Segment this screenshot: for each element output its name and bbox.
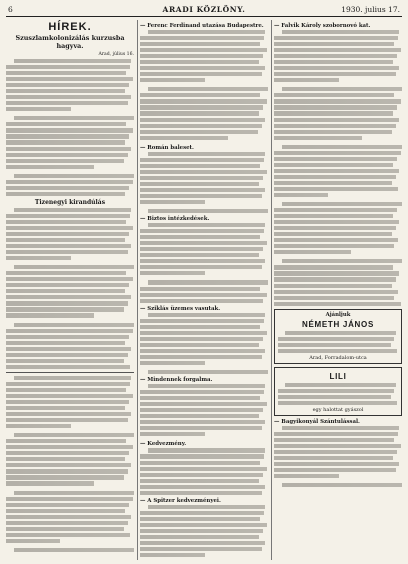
text-line: [140, 54, 263, 58]
page-number: 6: [8, 5, 13, 14]
text-line: [6, 406, 125, 410]
text-line: [6, 533, 130, 537]
text-line: [6, 424, 71, 428]
text-line: [6, 527, 124, 531]
text-line: [274, 151, 401, 155]
text-line: [140, 547, 262, 551]
text-line: [6, 220, 126, 224]
text-line: [140, 194, 262, 198]
text-line: [6, 353, 128, 357]
text-line: [6, 503, 129, 507]
text-line: [14, 433, 134, 437]
text-line: [274, 214, 393, 218]
text-line: [6, 497, 133, 501]
text-line: [148, 384, 266, 388]
text-line: [274, 468, 396, 472]
text-line: [6, 226, 133, 230]
text-line: [6, 289, 125, 293]
article-body: [140, 30, 268, 140]
text-line: [140, 271, 205, 275]
text-line: [6, 329, 133, 333]
text-line: [274, 444, 401, 448]
text-line: [278, 349, 397, 353]
text-line: [140, 48, 267, 52]
text-line: [274, 99, 401, 103]
text-line: [6, 463, 131, 467]
text-line: [140, 164, 260, 168]
text-line: [140, 408, 263, 412]
column-left: [6, 20, 134, 560]
text-line: [274, 169, 399, 173]
divider: [6, 372, 134, 373]
text-line: [14, 548, 134, 552]
article-dateline: Arad, július 16.: [98, 52, 134, 57]
text-line: [14, 265, 134, 269]
text-line: [274, 124, 396, 128]
text-line: [140, 479, 259, 483]
text-line: [6, 347, 131, 351]
article-body: [140, 223, 268, 303]
article-body: [274, 426, 402, 487]
text-line: [274, 157, 397, 161]
text-line: [140, 265, 262, 269]
text-line: [6, 71, 126, 75]
text-line: [140, 414, 259, 418]
death-notice-box: [274, 367, 402, 416]
text-line: [140, 158, 264, 162]
text-line: [274, 432, 398, 436]
text-line: [140, 473, 263, 477]
text-line: [140, 541, 265, 545]
text-line: [6, 271, 126, 275]
text-line: [274, 226, 396, 230]
ad-bottom-line: Arad, Forradalom-utca: [309, 354, 367, 361]
text-line: [148, 370, 268, 374]
text-line: [140, 325, 260, 329]
text-line: [274, 105, 397, 109]
text-line: [274, 296, 394, 300]
notice-title: LILI: [329, 371, 347, 381]
text-line: [274, 111, 393, 115]
text-line: [6, 232, 129, 236]
article-headline: Szuszlamkolonizálás kurzusba hagyva.: [15, 34, 125, 50]
text-line: [6, 153, 128, 157]
article-headline: — Mindennek forgalma.: [140, 377, 213, 384]
text-line: [148, 209, 268, 213]
text-line: [274, 187, 398, 191]
text-line: [6, 186, 129, 190]
article-headline: — Sziklás üzemes vasutak.: [140, 305, 221, 312]
text-line: [278, 337, 394, 341]
text-line: [6, 394, 133, 398]
text-line: [140, 124, 262, 128]
text-line: [274, 232, 392, 236]
text-line: [278, 343, 391, 347]
text-line: [274, 462, 399, 466]
text-line: [140, 111, 259, 115]
text-line: [140, 130, 258, 134]
text-line: [148, 448, 266, 452]
text-line: [140, 170, 267, 174]
text-line: [6, 412, 131, 416]
text-line: [140, 105, 263, 109]
text-line: [274, 118, 399, 122]
text-line: [140, 535, 259, 539]
text-line: [274, 438, 394, 442]
text-line: [274, 36, 398, 40]
text-line: [6, 539, 60, 543]
text-line: [140, 188, 265, 192]
text-line: [140, 349, 265, 353]
text-line: [6, 89, 125, 93]
text-line: [6, 134, 129, 138]
ad-body: [278, 331, 398, 353]
article-body: [140, 505, 268, 560]
text-line: [274, 271, 399, 275]
text-line: [278, 401, 397, 405]
text-line: [140, 491, 262, 495]
text-line: [274, 474, 339, 478]
text-line: [282, 259, 402, 263]
text-line: [140, 99, 267, 103]
text-line: [6, 451, 129, 455]
text-line: [140, 287, 260, 291]
text-line: [140, 241, 267, 245]
article-body: [140, 384, 268, 436]
text-line: [274, 130, 392, 134]
text-line: [6, 107, 71, 111]
text-line: [140, 432, 205, 436]
article-body: [6, 59, 134, 196]
text-line: [6, 83, 129, 87]
article-body: [6, 208, 134, 369]
text-line: [6, 365, 130, 369]
text-line: [274, 78, 339, 82]
text-line: [140, 259, 265, 263]
article-body: [6, 376, 134, 552]
text-line: [274, 277, 396, 281]
text-line: [140, 118, 265, 122]
text-line: [274, 60, 393, 64]
text-line: [140, 299, 263, 303]
text-line: [285, 383, 395, 387]
text-line: [6, 301, 128, 305]
text-line: [6, 313, 94, 317]
text-line: [140, 176, 263, 180]
text-line: [6, 521, 128, 525]
text-line: [6, 180, 133, 184]
text-line: [140, 396, 260, 400]
article-body: [140, 448, 268, 494]
text-line: [140, 42, 260, 46]
text-line: [6, 244, 131, 248]
text-line: [6, 283, 129, 287]
text-line: [148, 505, 266, 509]
text-line: [274, 93, 394, 97]
text-line: [140, 66, 265, 70]
text-line: [6, 359, 124, 363]
text-line: [140, 93, 260, 97]
text-line: [282, 145, 402, 149]
article-headline: — Ferenc Ferdinand utazása Budapestre.: [140, 23, 264, 29]
text-line: [6, 341, 125, 345]
text-line: [6, 457, 125, 461]
text-line: [274, 302, 401, 306]
text-line: [140, 390, 264, 394]
text-line: [140, 517, 260, 521]
text-line: [274, 163, 393, 167]
text-line: [140, 78, 205, 82]
text-line: [140, 293, 267, 297]
text-line: [278, 389, 394, 393]
text-line: [14, 323, 134, 327]
page-header: [6, 4, 402, 17]
text-line: [140, 402, 267, 406]
article-body: [274, 30, 402, 306]
text-line: [140, 36, 264, 40]
text-line: [140, 235, 260, 239]
text-line: [140, 511, 264, 515]
text-line: [148, 280, 268, 284]
text-line: [140, 200, 205, 204]
text-line: [6, 335, 129, 339]
text-line: [6, 65, 130, 69]
text-line: [14, 59, 132, 63]
text-line: [274, 42, 394, 46]
text-line: [6, 277, 133, 281]
column-rule: [137, 20, 138, 560]
text-line: [140, 361, 205, 365]
text-line: [6, 481, 94, 485]
text-line: [140, 454, 264, 458]
text-line: [140, 337, 263, 341]
text-line: [140, 331, 267, 335]
text-line: [14, 174, 134, 178]
article-subheadline: Tizenegyi kirandúlás: [34, 198, 106, 206]
article-body: [140, 152, 268, 213]
text-line: [274, 290, 398, 294]
text-line: [274, 208, 397, 212]
text-line: [6, 418, 128, 422]
column-middle: [140, 20, 268, 560]
text-line: [140, 229, 264, 233]
text-line: [6, 159, 124, 163]
text-line: [6, 475, 124, 479]
text-line: [14, 208, 132, 212]
article-headline: — Biztos intézkedések.: [140, 216, 210, 223]
text-line: [6, 515, 131, 519]
text-line: [148, 313, 266, 317]
text-line: [140, 461, 260, 465]
article-headline: — Román baleset.: [140, 144, 194, 151]
text-line: [6, 238, 125, 242]
text-line: [282, 202, 402, 206]
text-line: [148, 223, 266, 227]
text-line: [6, 122, 126, 126]
masthead: ARADI KÖZLÖNY.: [162, 5, 246, 14]
text-line: [6, 77, 133, 81]
text-line: [282, 30, 400, 34]
text-line: [285, 331, 395, 335]
text-line: [274, 456, 393, 460]
text-line: [140, 426, 262, 430]
text-line: [274, 136, 362, 140]
text-line: [6, 307, 124, 311]
text-line: [282, 483, 402, 487]
text-line: [140, 136, 228, 140]
article-headline: — Falvik Károly szobornovó kat.: [274, 23, 371, 29]
notice-body: [278, 383, 398, 405]
text-line: [274, 48, 401, 52]
text-line: [140, 523, 267, 527]
ad-title: NÉMETH JÁNOS: [302, 319, 374, 329]
text-line: [274, 66, 399, 70]
text-line: [140, 60, 259, 64]
text-line: [6, 295, 131, 299]
article-headline: — Bagyikonyál Szántulással.: [274, 418, 360, 425]
ad-top-line: Ajánljuk: [325, 311, 351, 318]
text-line: [6, 140, 125, 144]
text-line: [274, 220, 399, 224]
text-line: [6, 250, 128, 254]
text-line: [274, 265, 393, 269]
text-line: [6, 192, 125, 196]
text-line: [274, 284, 392, 288]
text-line: [140, 319, 264, 323]
text-line: [6, 388, 126, 392]
text-line: [6, 147, 131, 151]
newspaper-page: [6, 4, 402, 560]
text-line: [274, 193, 328, 197]
text-line: [274, 238, 398, 242]
notice-bottom-line: egy halottat gyászol: [312, 406, 364, 413]
text-line: [140, 247, 263, 251]
text-line: [148, 87, 268, 91]
text-line: [14, 491, 134, 495]
text-line: [6, 509, 125, 513]
column-rule: [271, 20, 272, 560]
text-line: [14, 116, 134, 120]
text-line: [274, 244, 394, 248]
text-line: [278, 395, 391, 399]
issue-date: 1930. julius 17.: [341, 5, 400, 14]
text-line: [140, 182, 259, 186]
text-line: [6, 101, 128, 105]
text-line: [140, 467, 267, 471]
text-line: [274, 250, 351, 254]
text-line: [6, 382, 130, 386]
text-line: [6, 128, 133, 132]
text-line: [14, 376, 132, 380]
column-right: [274, 20, 402, 560]
text-line: [140, 420, 265, 424]
article-headline: — A Spitzer kedvezményei.: [140, 497, 221, 504]
text-line: [274, 450, 397, 454]
text-line: [148, 152, 266, 156]
text-line: [140, 529, 263, 533]
text-line: [140, 355, 262, 359]
text-line: [274, 181, 392, 185]
text-line: [6, 469, 128, 473]
advertisement-box: [274, 309, 402, 364]
text-line: [140, 253, 259, 257]
text-line: [140, 343, 259, 347]
text-line: [148, 30, 266, 34]
text-line: [6, 214, 130, 218]
text-line: [140, 72, 262, 76]
article-headline: — Kedvezmény.: [140, 441, 187, 448]
text-line: [6, 256, 71, 260]
text-line: [6, 95, 131, 99]
text-line: [140, 485, 265, 489]
text-line: [6, 445, 133, 449]
text-line: [274, 175, 396, 179]
text-line: [6, 165, 94, 169]
text-line: [6, 439, 126, 443]
text-line: [282, 426, 400, 430]
section-title: HÍREK.: [48, 21, 92, 33]
text-line: [274, 72, 396, 76]
text-line: [274, 54, 397, 58]
text-line: [140, 553, 205, 557]
text-line: [282, 87, 402, 91]
article-body: [140, 313, 268, 374]
text-line: [6, 400, 129, 404]
